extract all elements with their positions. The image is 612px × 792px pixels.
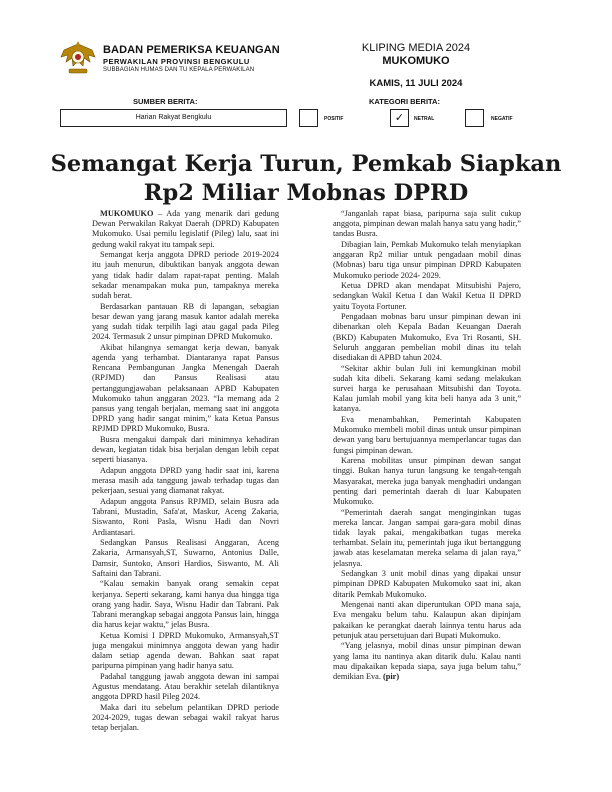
article-paragraph: Akibat hilangnya semangat kerja dewan, banyak agenda yang terhambat. Diantaranya rapat Pansus Rencana Pembangunan Jangka Menengah Daerah (RPJMD) dan Pansus Realisasi atau pertanggungjawaban pelaksanaan APBD Kabupaten Mukomuko tahun anggaran 2023. “Ia memang ada 2 pansus yang tengah berjalan, memang saat ini anggota DPRD yang hadir sangat minim,” kata Ketua Pansus RPJMD DPRD Mukomuko, Busra. <box>92 342 279 434</box>
article-paragraph: “Sekitar akhir bulan Juli ini kemungkinan mobil sudah kita dibeli. Sekarang kami sedang melakukan survei harga ke perusahaan Mitsubishi dan Toyota. Kalau jumlah mobil yang kita beli hanya ada 3 unit,” katanya. <box>333 363 521 414</box>
article-column-left <box>92 209 279 749</box>
article-paragraph: “Janganlah rapat biasa, paripurna saja sulit cukup anggota, pimpinan dewan malah hanya satu yang hadir,” tandas Busra. <box>333 209 521 239</box>
article-paragraph: Ketua Komisi I DPRD Mukomuko, Armansyah,ST juga mengakui minimnya anggota dewan yang hadir dalam setiap agenda dewan. Bahkan saat rapat paripurna pimpinan yang hadir hanya satu. <box>92 630 279 671</box>
category-positif-label: POSITIF <box>324 116 344 122</box>
category-netral-label: NETRAL <box>414 116 435 122</box>
source-field: Harian Rakyat Bengkulu <box>60 109 287 127</box>
article-paragraph: Maka dari itu sebelum pelantikan DPRD periode 2024-2029, tugas dewan sebagai wakil rakyat harus tetap berjalan. <box>92 703 279 733</box>
article-paragraph: Karena mobilitas unsur pimpinan dewan sangat tinggi. Bukan hanya turun langsung ke tengah-tengah Masyarakat, mereka juga banyak menghadiri undangan penting dari pemerintah daerah di luar Kabupaten Mukomuko. <box>333 456 521 507</box>
region-title: MUKOMUKO <box>382 55 450 67</box>
article-closing-quote: “Yang jelasnya, mobil dinas unsur pimpinan dewan yang lama itu nantinya akan ditarik dulu. Kalau nanti mau dipakaikan kepada siapa, saya juga belum tahu,” demikian Eva. <box>333 641 521 682</box>
article-paragraph: Dibagian lain, Pemkab Mukomuko telah menyiapkan anggaran Rp2 miliar untuk pengadaan mobil dinas (Mobnas) baru tiga unsur pimpinan DPRD Kabupaten Mukomuko periode 2024- 2029. <box>333 240 521 280</box>
article-paragraph <box>92 209 279 250</box>
article-paragraph: “Kalau semakin banyak orang semakin cepat kerjanya. Seperti sekarang, kami hanya dua hingga tiga orang yang hadir. Saya, Wisnu Hadir dan Tabrani. Pak Tabrani merangkap sebagai anggota Pansus lain, hingga dia harus kejar waktu,” jelas Busra. <box>92 579 279 630</box>
article-dateline: MUKOMUKO <box>100 209 154 218</box>
category-negatif-checkbox[interactable] <box>465 109 484 127</box>
article-paragraph: “Pemerintah daerah sangat menginginkan tugas mereka lancar. Jangan sampai gara-gara mobil dinas tidak layak pakai, mengakibatkan tugas mereka terhambat. Selain itu, pemerintah juga ikut bertanggung jawab atas keselamatan mereka selama di jalan raya,” jelasnya. <box>333 507 521 568</box>
org-name: BADAN PEMERIKSA KEUANGAN <box>103 44 280 56</box>
article-paragraph: Sedangkan Pansus Realisasi Anggaran, Aceng Zakaria, Armansyah,ST, Suwarno, Antonius Dalle, Damsir, Suntoko, Ansori Hardios, Siswanto, M. Ali Saftaini dan Tabrani. <box>92 538 279 578</box>
author-initials: (pir) <box>383 672 400 682</box>
article-headline: Semangat Kerja Turun, Pemkab Siapkan Rp2 Miliar Mobnas DPRD <box>50 151 562 206</box>
article-paragraph: Sedangkan 3 unit mobil dinas yang dipakai unsur pimpinan DPRD Kabupaten Mukomuko saat ini, akan ditarik Pemkab Mukomuko. <box>333 569 521 599</box>
category-label: KATEGORI BERITA: <box>369 97 440 106</box>
org-subtitle-division: SUBBAGIAN HUMAS DAN TU KEPALA PERWAKILAN <box>103 67 255 73</box>
article-paragraph: Padahal tanggung jawab anggota dewan ini sampai Agustus mendatang. Atau berakhir setelah dilantiknya anggota DPRD hasil Pileg 2024. <box>92 672 279 702</box>
publication-date: KAMIS, 11 JULI 2024 <box>369 78 463 89</box>
bpk-logo-icon <box>58 40 98 76</box>
article-paragraph: Busra mengakui dampak dari minimnya kehadiran dewan, kegiatan tidak bisa berjalan dengan lebih cepat seperti biasanya. <box>92 435 279 465</box>
category-positif-checkbox[interactable] <box>299 109 318 127</box>
org-subtitle-province: PERWAKILAN PROVINSI BENGKULU <box>103 57 250 66</box>
article-paragraph: Berdasarkan pantauan RB di lapangan, sebagian besar dewan yang jarang masuk kantor adalah mereka yang sudah tidak terpilih lagi atau gagal pada Pileg 2024. Termasuk 2 unsur pimpinan DPRD Mukomuko. <box>92 301 279 342</box>
source-label: SUMBER BERITA: <box>133 97 198 106</box>
category-negatif-label: NEGATIF <box>491 116 513 122</box>
article-paragraph: Adapun anggota Pansus RPJMD, selain Busra ada Tabrani, Mustadin, Safa'at, Maskur, Aceng Zakaria, Siswanto, Roni Pasla, Wisnu Hadi dan Novri Ardiantasari. <box>92 497 279 537</box>
category-netral-checkbox[interactable]: ✓ <box>390 109 409 127</box>
article-paragraph <box>333 641 521 682</box>
article-lead-text: – Ada yang menarik dari gedung Dewan Perwakilan Rakyat Daerah (DPRD) Kabupaten Mukomuko. Usai pemilu legislatif (Pileg) lalu, saat ini gedung wakil rakyat itu tampak sepi. <box>92 209 279 249</box>
article-paragraph: Semangat kerja anggota DPRD periode 2019-2024 itu jauh menurun, dibuktikan banyak anggota dewan yang tidak hadir dalam rapat-rapat penting. Malah sekadar menampakan muka pun, tampaknya mereka sudah berat. <box>92 250 279 301</box>
article-paragraph: Ketua DPRD akan mendapat Mitsubishi Pajero, sedangkan Wakil Ketua I dan Wakil Ketua II DPRD yaitu Toyota Fortuner. <box>333 281 521 311</box>
article-paragraph: Mengenai nanti akan diperuntukan OPD mana saja, Eva mengaku belum tahu. Kalaupun akan dipinjam pakaikan ke perangkat daerah lainnya tentu harus ada petunjuk atau persetujuan dari Bupati Mukomuko. <box>333 600 521 640</box>
article-paragraph: Pengadaan mobnas baru unsur pimpinan dewan ini dibenarkan oleh Kepala Badan Keuangan Daerah (BKD) Kabupaten Mukomuko, Eva Tri Rosanti, SH. Seluruh anggaran pembelian mobil dinas itu telah disediakan di APBD tahun 2024. <box>333 312 521 363</box>
article-paragraph: Eva menambahkan, Pemerintah Kabupaten Mukomuko membeli mobil dinas untuk unsur pimpinan dewan yang baru bertujuannya memperlancar tugas dan fungsi pimpinan dewan. <box>333 415 521 455</box>
kliping-title: KLIPING MEDIA 2024 <box>361 42 471 54</box>
article-paragraph: Adapun anggota DPRD yang hadir saat ini, karena merasa masih ada tanggung jawab terhadap tugas dan pekerjaan, sesuai yang diamanat rakyat. <box>92 466 279 496</box>
article-column-right <box>333 209 521 749</box>
